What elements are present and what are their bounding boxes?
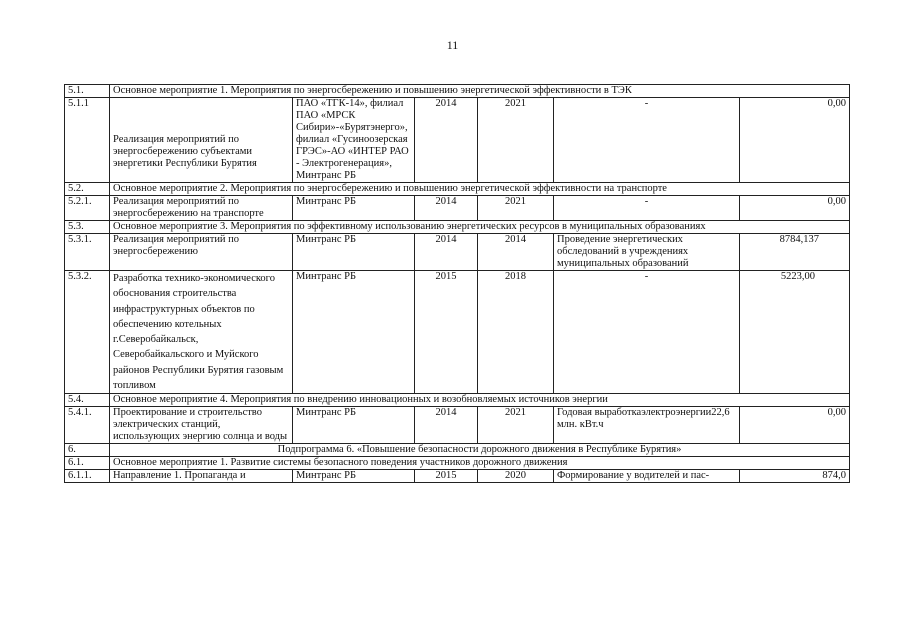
row-number: 6. [65,444,110,457]
activity-name: Разработка технико-экономического обоснования строительства инфраструктурных объектов по обеспечению котельных г.Северобайкальск, Северобайкальского и Муйского районов Республики Бурятия газовым топливом [110,271,293,394]
activity-name: Проектирование и строительство электрических станций, использующих энергию солнца и воды [110,407,293,444]
expected-result: - [554,98,740,183]
table-row-subprogram [65,444,850,457]
start-year: 2015 [415,470,478,483]
row-number: 5.3. [65,221,110,234]
expected-result: Годовая выработкаэлектроэнергии22,6 млн. кВт.ч [554,407,740,444]
end-year: 2021 [478,98,554,183]
executor: Минтранс РБ [293,407,415,444]
row-number: 5.2. [65,183,110,196]
executor: Минтранс РБ [293,271,415,394]
row-number: 5.3.2. [65,271,110,394]
start-year: 2014 [415,98,478,183]
table-row-section [65,457,850,470]
funding-amount: 0,00 [740,196,850,221]
end-year: 2014 [478,234,554,271]
table-row [65,271,850,394]
page-number: 11 [446,38,459,52]
program-table [64,84,850,483]
row-number: 5.3.1. [65,234,110,271]
funding-amount: 0,00 [740,98,850,183]
funding-amount: 5223,00 [740,271,850,394]
activity-name: Реализация мероприятий по энергосбережению на транспорте [110,196,293,221]
table-row [65,407,850,444]
table-row [65,196,850,221]
executor: ПАО «ТГК-14», филиал ПАО «МРСК Сибири»-«Бурятэнерго», филиал «Гусиноозерская ГРЭС»-АО «ИНТЕР РАО - Электрогенерация», Минтранс РБ [293,98,415,183]
funding-amount: 0,00 [740,407,850,444]
start-year: 2014 [415,407,478,444]
executor: Минтранс РБ [293,234,415,271]
row-number: 5.1.1 [65,98,110,183]
section-title: Основное мероприятие 2. Мероприятия по энергосбережению и повышению энергетической эффективности на транспорте [110,183,850,196]
row-number: 6.1.1. [65,470,110,483]
table-row [65,234,850,271]
expected-result: Формирование у водителей и пас- [554,470,740,483]
funding-amount: 8784,137 [740,234,850,271]
start-year: 2015 [415,271,478,394]
end-year: 2021 [478,407,554,444]
row-number: 5.4. [65,394,110,407]
activity-name: Реализация мероприятий по энергосбережению субъектами энергетики Республики Бурятия [110,98,293,183]
end-year: 2018 [478,271,554,394]
expected-result: Проведение энергетических обследований в учреждениях муниципальных образований [554,234,740,271]
start-year: 2014 [415,196,478,221]
subprogram-title: Подпрограмма 6. «Повышение безопасности дорожного движения в Республике Бурятия» [110,444,850,457]
executor: Минтранс РБ [293,196,415,221]
executor: Минтранс РБ [293,470,415,483]
table-row-section [65,183,850,196]
table-row-section [65,85,850,98]
activity-name: Направление 1. Пропаганда и [110,470,293,483]
activity-name: Реализация мероприятий по энергосбережению [110,234,293,271]
end-year: 2021 [478,196,554,221]
table-row-section [65,221,850,234]
funding-amount: 874,0 [740,470,850,483]
section-title: Основное мероприятие 3. Мероприятия по эффективному использованию энергетических ресурсов в муниципальных образованиях [110,221,850,234]
table-row [65,98,850,183]
section-title: Основное мероприятие 4. Мероприятия по внедрению инновационных и возобновляемых источников энергии [110,394,850,407]
expected-result: - [554,196,740,221]
table-row-section [65,394,850,407]
row-number: 5.2.1. [65,196,110,221]
table-row [65,470,850,483]
expected-result: - [554,271,740,394]
section-title: Основное мероприятие 1. Развитие системы безопасного поведения участников дорожного движения [110,457,850,470]
row-number: 6.1. [65,457,110,470]
row-number: 5.4.1. [65,407,110,444]
end-year: 2020 [478,470,554,483]
row-number: 5.1. [65,85,110,98]
start-year: 2014 [415,234,478,271]
section-title: Основное мероприятие 1. Мероприятия по энергосбережению и повышению энергетической эффективности в ТЭК [110,85,850,98]
